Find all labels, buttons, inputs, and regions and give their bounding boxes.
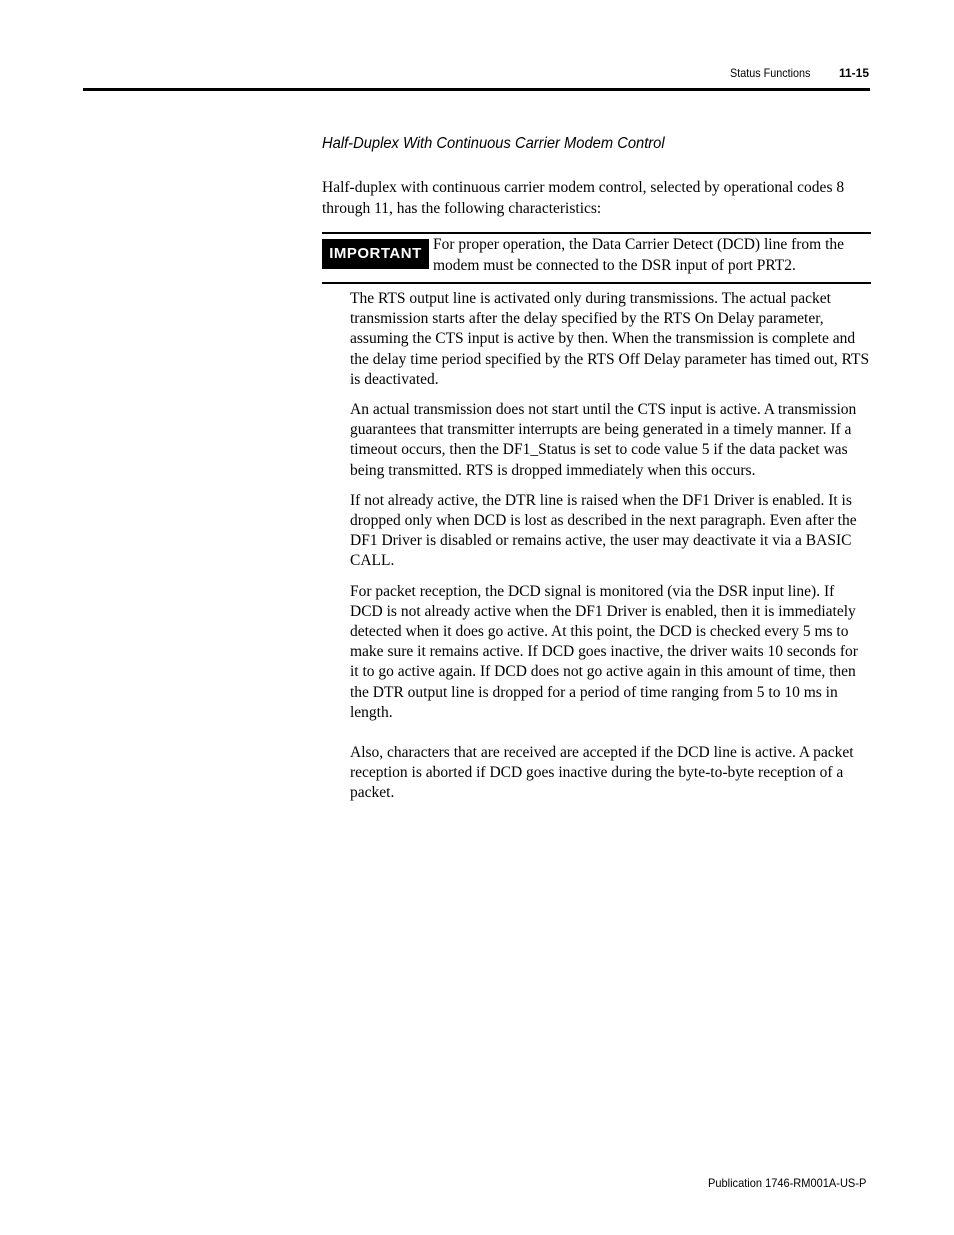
header-rule <box>83 88 870 91</box>
important-label: IMPORTANT <box>322 239 429 269</box>
paragraph-dtr: If not already active, the DTR line is raised when the DF1 Driver is enabled. It is dropped only when DCD is lost as described in the next paragraph. Even after the DF1 Driver is disabled or remains active, the user may deactivate it via a BASIC CALL. <box>350 491 857 570</box>
page-number: 11-15 <box>839 66 870 80</box>
body-text <box>350 289 870 814</box>
paragraph-rts: The RTS output line is activated only during transmissions. The actual packet transmission starts after the delay specified by the RTS On Delay parameter, assuming the CTS input is active by then. When the transmission is complete and the delay time period specified by the RTS Off Delay parameter has timed out, RTS is deactivated. <box>350 290 870 388</box>
running-header-section: Status Functions <box>730 66 811 80</box>
intro-paragraph: Half-duplex with continuous carrier modem control, selected by operational codes 8 through 11, has the following characteristics: <box>322 179 845 217</box>
paragraph-dcd: For packet reception, the DCD signal is monitored (via the DSR input line). If DCD is not already active when the DF1 Driver is enabled, then it is immediately detected when it does go active. At this point, the DCD is checked every 5 ms to make sure it remains active. If DCD goes inactive, the driver waits 10 seconds for it to go active again. If DCD does not go active again in this amount of time, then the DTR output line is dropped for a period of time ranging from 5 to 10 ms in length. <box>350 582 858 721</box>
paragraph-reception: Also, characters that are received are accepted if the DCD line is active. A packet reception is aborted if DCD goes inactive during the byte-to-byte reception of a packet. <box>350 744 854 802</box>
important-rule-bottom <box>322 282 871 284</box>
paragraph-cts: An actual transmission does not start until the CTS input is active. A transmission guarantees that transmitter interrupts are being generated in a timely manner. If a timeout occurs, then the DF1_Status is set to code value 5 if the data packet was being transmitted. RTS is dropped immediately when this occurs. <box>350 401 857 479</box>
section-heading: Half-Duplex With Continuous Carrier Modem Control <box>322 135 665 152</box>
publication-footer: Publication 1746-RM001A-US-P <box>708 1176 867 1190</box>
important-text: For proper operation, the Data Carrier Detect (DCD) line from the modem must be connected to the DSR input of port PRT2. <box>433 236 845 274</box>
